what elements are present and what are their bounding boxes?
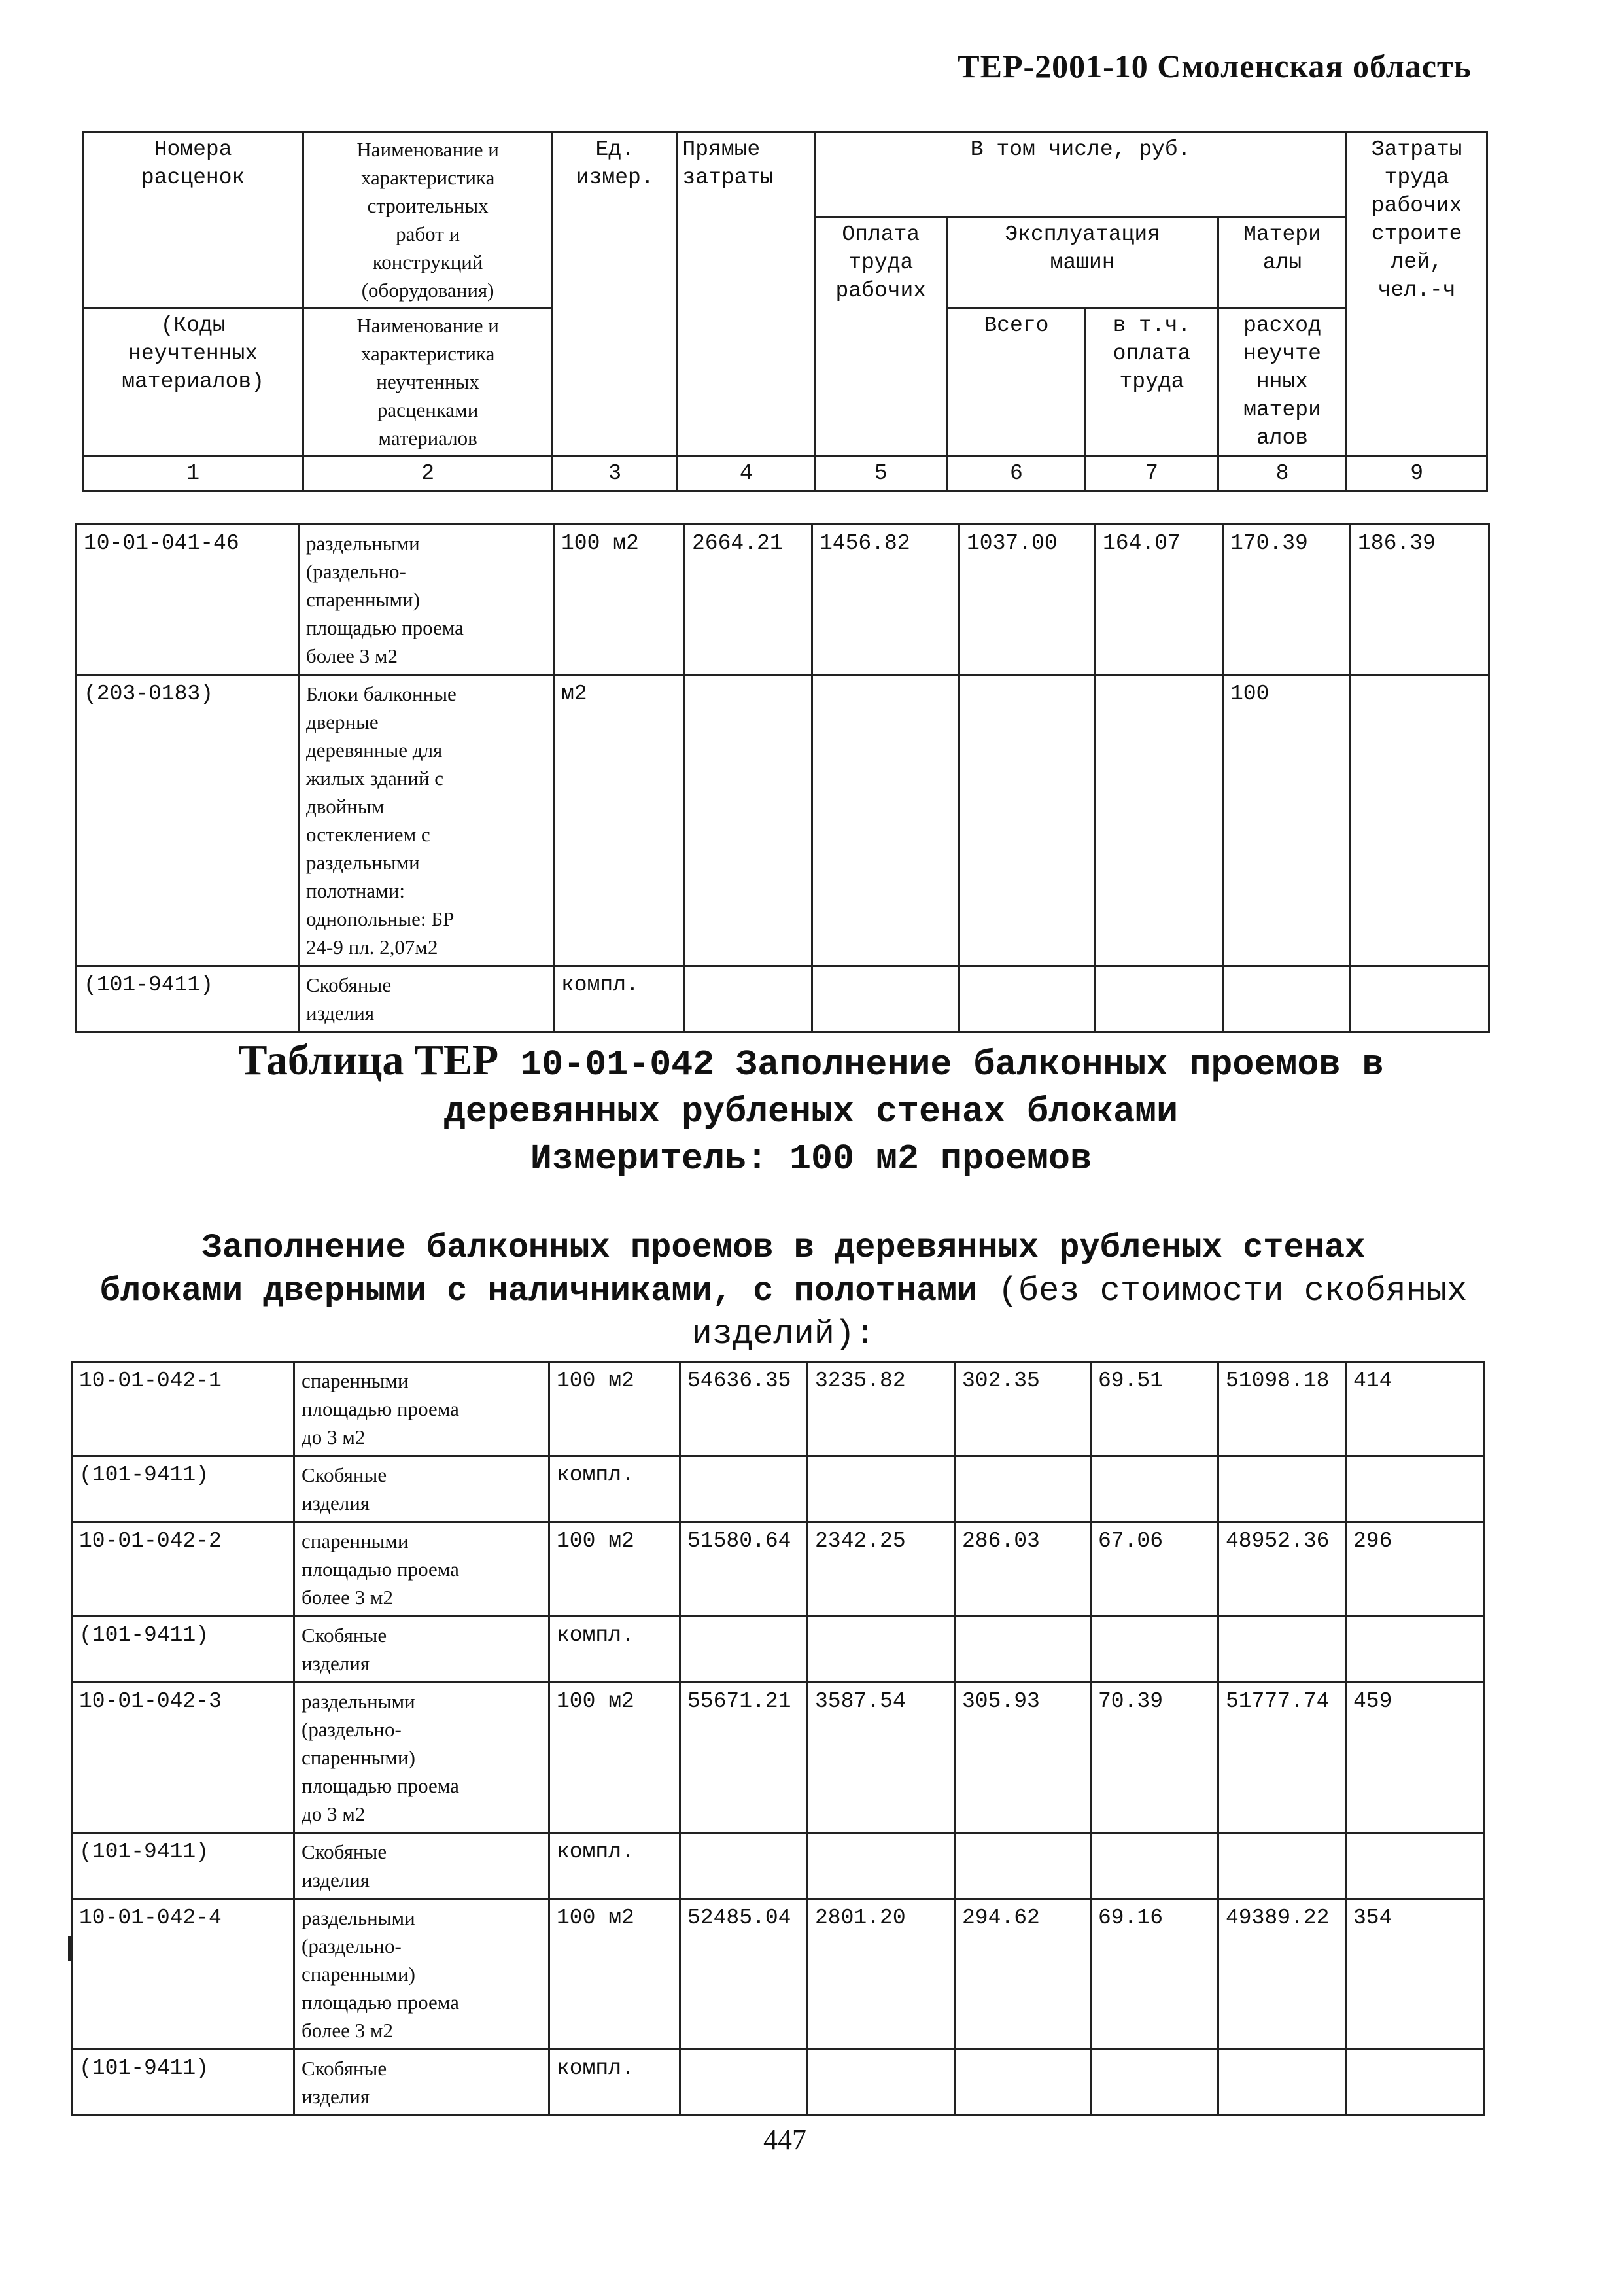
table-row <box>72 2050 1485 2116</box>
machines-total-cell <box>955 1617 1091 1683</box>
materials-cell: 51098.18 <box>1218 1362 1346 1456</box>
table-row <box>72 1522 1485 1617</box>
machines-total-cell: 294.62 <box>955 1899 1091 2050</box>
labor-hours-cell <box>1346 1456 1485 1522</box>
header-materials-consumption: расход неучте нных матери алов <box>1218 308 1346 456</box>
section-heading-line1: Заполнение балконных проемов в деревянных рубленых стенах <box>201 1229 1366 1267</box>
rate-code-cell: (101-9411) <box>72 1617 294 1683</box>
machines-labor-cell <box>1091 2050 1218 2116</box>
labor-hours-cell: 186.39 <box>1351 525 1489 675</box>
labor-hours-cell <box>1346 1617 1485 1683</box>
machines-labor-cell: 69.16 <box>1091 1899 1218 2050</box>
machines-labor-cell: 164.07 <box>1096 525 1223 675</box>
rates-table-042 <box>71 1361 1485 2116</box>
column-number: 8 <box>1218 456 1346 491</box>
machines-labor-cell: 69.51 <box>1091 1362 1218 1456</box>
machines-labor-cell <box>1091 1456 1218 1522</box>
header-material-names: Наименование и характеристика неучтенных расценками материалов <box>303 308 553 456</box>
labor-hours-cell <box>1346 2050 1485 2116</box>
table-caption <box>85 1037 1537 1183</box>
direct-costs-cell <box>680 1617 808 1683</box>
column-number: 4 <box>678 456 815 491</box>
work-name-cell: раздельными (раздельно- спаренными) площадью проема более 3 м2 <box>299 525 554 675</box>
machines-total-cell <box>959 675 1096 966</box>
unit-cell: компл. <box>549 1617 680 1683</box>
table-row <box>77 966 1489 1032</box>
section-heading-tail: (без стоимости скобяных изделий): <box>691 1272 1468 1354</box>
rate-code-cell: (101-9411) <box>72 1456 294 1522</box>
materials-cell <box>1223 966 1351 1032</box>
table-row <box>72 1617 1485 1683</box>
direct-costs-cell: 55671.21 <box>680 1683 808 1833</box>
labor-hours-cell: 459 <box>1346 1683 1485 1833</box>
header-labor-hours: Затраты труда рабочих строите лей, чел.-ч <box>1347 132 1487 456</box>
machines-labor-cell <box>1096 966 1223 1032</box>
direct-costs-cell: 54636.35 <box>680 1362 808 1456</box>
column-number: 3 <box>553 456 678 491</box>
materials-cell <box>1218 1456 1346 1522</box>
materials-cell: 170.39 <box>1223 525 1351 675</box>
column-number: 9 <box>1347 456 1487 491</box>
work-name-cell: раздельными (раздельно- спаренными) площадью проема более 3 м2 <box>294 1899 549 2050</box>
machines-total-cell <box>955 1833 1091 1899</box>
rate-code-cell: 10-01-041-46 <box>77 525 299 675</box>
unit-cell: компл. <box>549 1833 680 1899</box>
labor-hours-cell: 296 <box>1346 1522 1485 1617</box>
unit-cell: м2 <box>554 675 685 966</box>
column-number: 7 <box>1086 456 1218 491</box>
machines-labor-cell <box>1091 1617 1218 1683</box>
rate-code-cell: (203-0183) <box>77 675 299 966</box>
work-name-cell: Скобяные изделия <box>294 1617 549 1683</box>
materials-cell: 49389.22 <box>1218 1899 1346 2050</box>
labor-pay-cell <box>812 675 959 966</box>
column-number: 6 <box>947 456 1086 491</box>
machines-total-cell: 302.35 <box>955 1362 1091 1456</box>
labor-hours-cell: 414 <box>1346 1362 1485 1456</box>
work-name-cell: Скобяные изделия <box>294 1456 549 1522</box>
work-name-cell: Скобяные изделия <box>299 966 554 1032</box>
labor-hours-cell <box>1346 1833 1485 1899</box>
materials-cell <box>1218 1617 1346 1683</box>
rate-code-cell: (101-9411) <box>77 966 299 1032</box>
materials-cell: 51777.74 <box>1218 1683 1346 1833</box>
labor-pay-cell: 2801.20 <box>808 1899 955 2050</box>
rate-code-cell: 10-01-042-4 <box>72 1899 294 2050</box>
unit-cell: 100 м2 <box>549 1683 680 1833</box>
unit-cell: 100 м2 <box>549 1362 680 1456</box>
labor-pay-cell <box>808 1456 955 1522</box>
header-direct-costs: Прямые затраты <box>678 132 815 456</box>
direct-costs-cell: 52485.04 <box>680 1899 808 2050</box>
machines-total-cell <box>955 2050 1091 2116</box>
table-row <box>77 675 1489 966</box>
machines-total-cell: 305.93 <box>955 1683 1091 1833</box>
column-number: 1 <box>83 456 303 491</box>
rate-code-cell: 10-01-042-3 <box>72 1683 294 1833</box>
labor-pay-cell: 3587.54 <box>808 1683 955 1833</box>
direct-costs-cell <box>685 675 812 966</box>
materials-cell <box>1218 1833 1346 1899</box>
unit-cell: компл. <box>549 1456 680 1522</box>
machines-total-cell <box>955 1456 1091 1522</box>
column-number: 5 <box>815 456 948 491</box>
machines-total-cell <box>959 966 1096 1032</box>
table-row <box>72 1362 1485 1456</box>
column-header-table <box>82 131 1488 492</box>
labor-hours-cell: 354 <box>1346 1899 1485 2050</box>
unit-cell: 100 м2 <box>549 1522 680 1617</box>
document-title: ТЕР-2001-10 Смоленская область <box>958 48 1472 84</box>
machines-labor-cell <box>1096 675 1223 966</box>
work-name-cell: раздельными (раздельно- спаренными) площадью проема до 3 м2 <box>294 1683 549 1833</box>
unit-cell: компл. <box>549 2050 680 2116</box>
header-material-codes: (Коды неучтенных материалов) <box>83 308 303 456</box>
scan-mark <box>68 1936 71 1961</box>
unit-cell: 100 м2 <box>554 525 685 675</box>
direct-costs-cell <box>685 966 812 1032</box>
machines-labor-cell: 67.06 <box>1091 1522 1218 1617</box>
unit-cell: 100 м2 <box>549 1899 680 2050</box>
rate-code-cell: 10-01-042-1 <box>72 1362 294 1456</box>
header-labor-pay: Оплата труда рабочих <box>815 217 948 456</box>
direct-costs-cell: 2664.21 <box>685 525 812 675</box>
direct-costs-cell <box>680 1456 808 1522</box>
work-name-cell: Скобяные изделия <box>294 2050 549 2116</box>
direct-costs-cell: 51580.64 <box>680 1522 808 1617</box>
unit-cell: компл. <box>554 966 685 1032</box>
labor-pay-cell: 1456.82 <box>812 525 959 675</box>
table-row <box>72 1899 1485 2050</box>
page-number: 447 <box>763 2124 806 2156</box>
work-name-cell: спаренными площадью проема до 3 м2 <box>294 1362 549 1456</box>
header-code: Номера расценок <box>83 132 303 308</box>
work-name-cell: Скобяные изделия <box>294 1833 549 1899</box>
table-row <box>72 1833 1485 1899</box>
caption-measure: Измеритель: 100 м2 проемов <box>530 1138 1092 1180</box>
materials-cell: 48952.36 <box>1218 1522 1346 1617</box>
header-machines: Эксплуатация машин <box>947 217 1218 308</box>
rate-code-cell: (101-9411) <box>72 1833 294 1899</box>
materials-cell <box>1218 2050 1346 2116</box>
work-name-cell: спаренными площадью проема более 3 м2 <box>294 1522 549 1617</box>
labor-hours-cell <box>1351 675 1489 966</box>
table-row <box>72 1683 1485 1833</box>
labor-pay-cell <box>808 1617 955 1683</box>
rate-code-cell: 10-01-042-2 <box>72 1522 294 1617</box>
materials-cell: 100 <box>1223 675 1351 966</box>
machines-labor-cell: 70.39 <box>1091 1683 1218 1833</box>
machines-total-cell: 1037.00 <box>959 525 1096 675</box>
caption-text: 10-01-042 Заполнение балконных проемов в деревянных рубленых стенах блоками <box>443 1044 1384 1132</box>
direct-costs-cell <box>680 1833 808 1899</box>
work-name-cell: Блоки балконные дверные деревянные для жилых зданий с двойным остеклением с раздельными полотнами: однопольные: БР 24-9 пл. 2,07м2 <box>299 675 554 966</box>
rates-table-041 <box>75 523 1490 1033</box>
section-heading <box>71 1227 1496 1356</box>
header-including: В том числе, руб. <box>815 132 1347 217</box>
labor-pay-cell <box>808 2050 955 2116</box>
labor-pay-cell: 3235.82 <box>808 1362 955 1456</box>
direct-costs-cell <box>680 2050 808 2116</box>
machines-total-cell: 286.03 <box>955 1522 1091 1617</box>
labor-pay-cell <box>808 1833 955 1899</box>
header-materials: Матери алы <box>1218 217 1346 308</box>
machines-labor-cell <box>1091 1833 1218 1899</box>
table-row <box>72 1456 1485 1522</box>
header-unit: Ед. измер. <box>553 132 678 456</box>
labor-pay-cell <box>812 966 959 1032</box>
caption-lead: Таблица ТЕР <box>238 1036 499 1084</box>
header-name: Наименование и характеристика строительных работ и конструкций (оборудования) <box>303 132 553 308</box>
labor-hours-cell <box>1351 966 1489 1032</box>
table-row <box>77 525 1489 675</box>
section-heading-line2: блоками дверными с наличниками, с полотнами <box>99 1272 978 1310</box>
header-machines-total: Всего <box>947 308 1086 456</box>
column-number: 2 <box>303 456 553 491</box>
rate-code-cell: (101-9411) <box>72 2050 294 2116</box>
labor-pay-cell: 2342.25 <box>808 1522 955 1617</box>
header-machines-labor: в т.ч. оплата труда <box>1086 308 1218 456</box>
